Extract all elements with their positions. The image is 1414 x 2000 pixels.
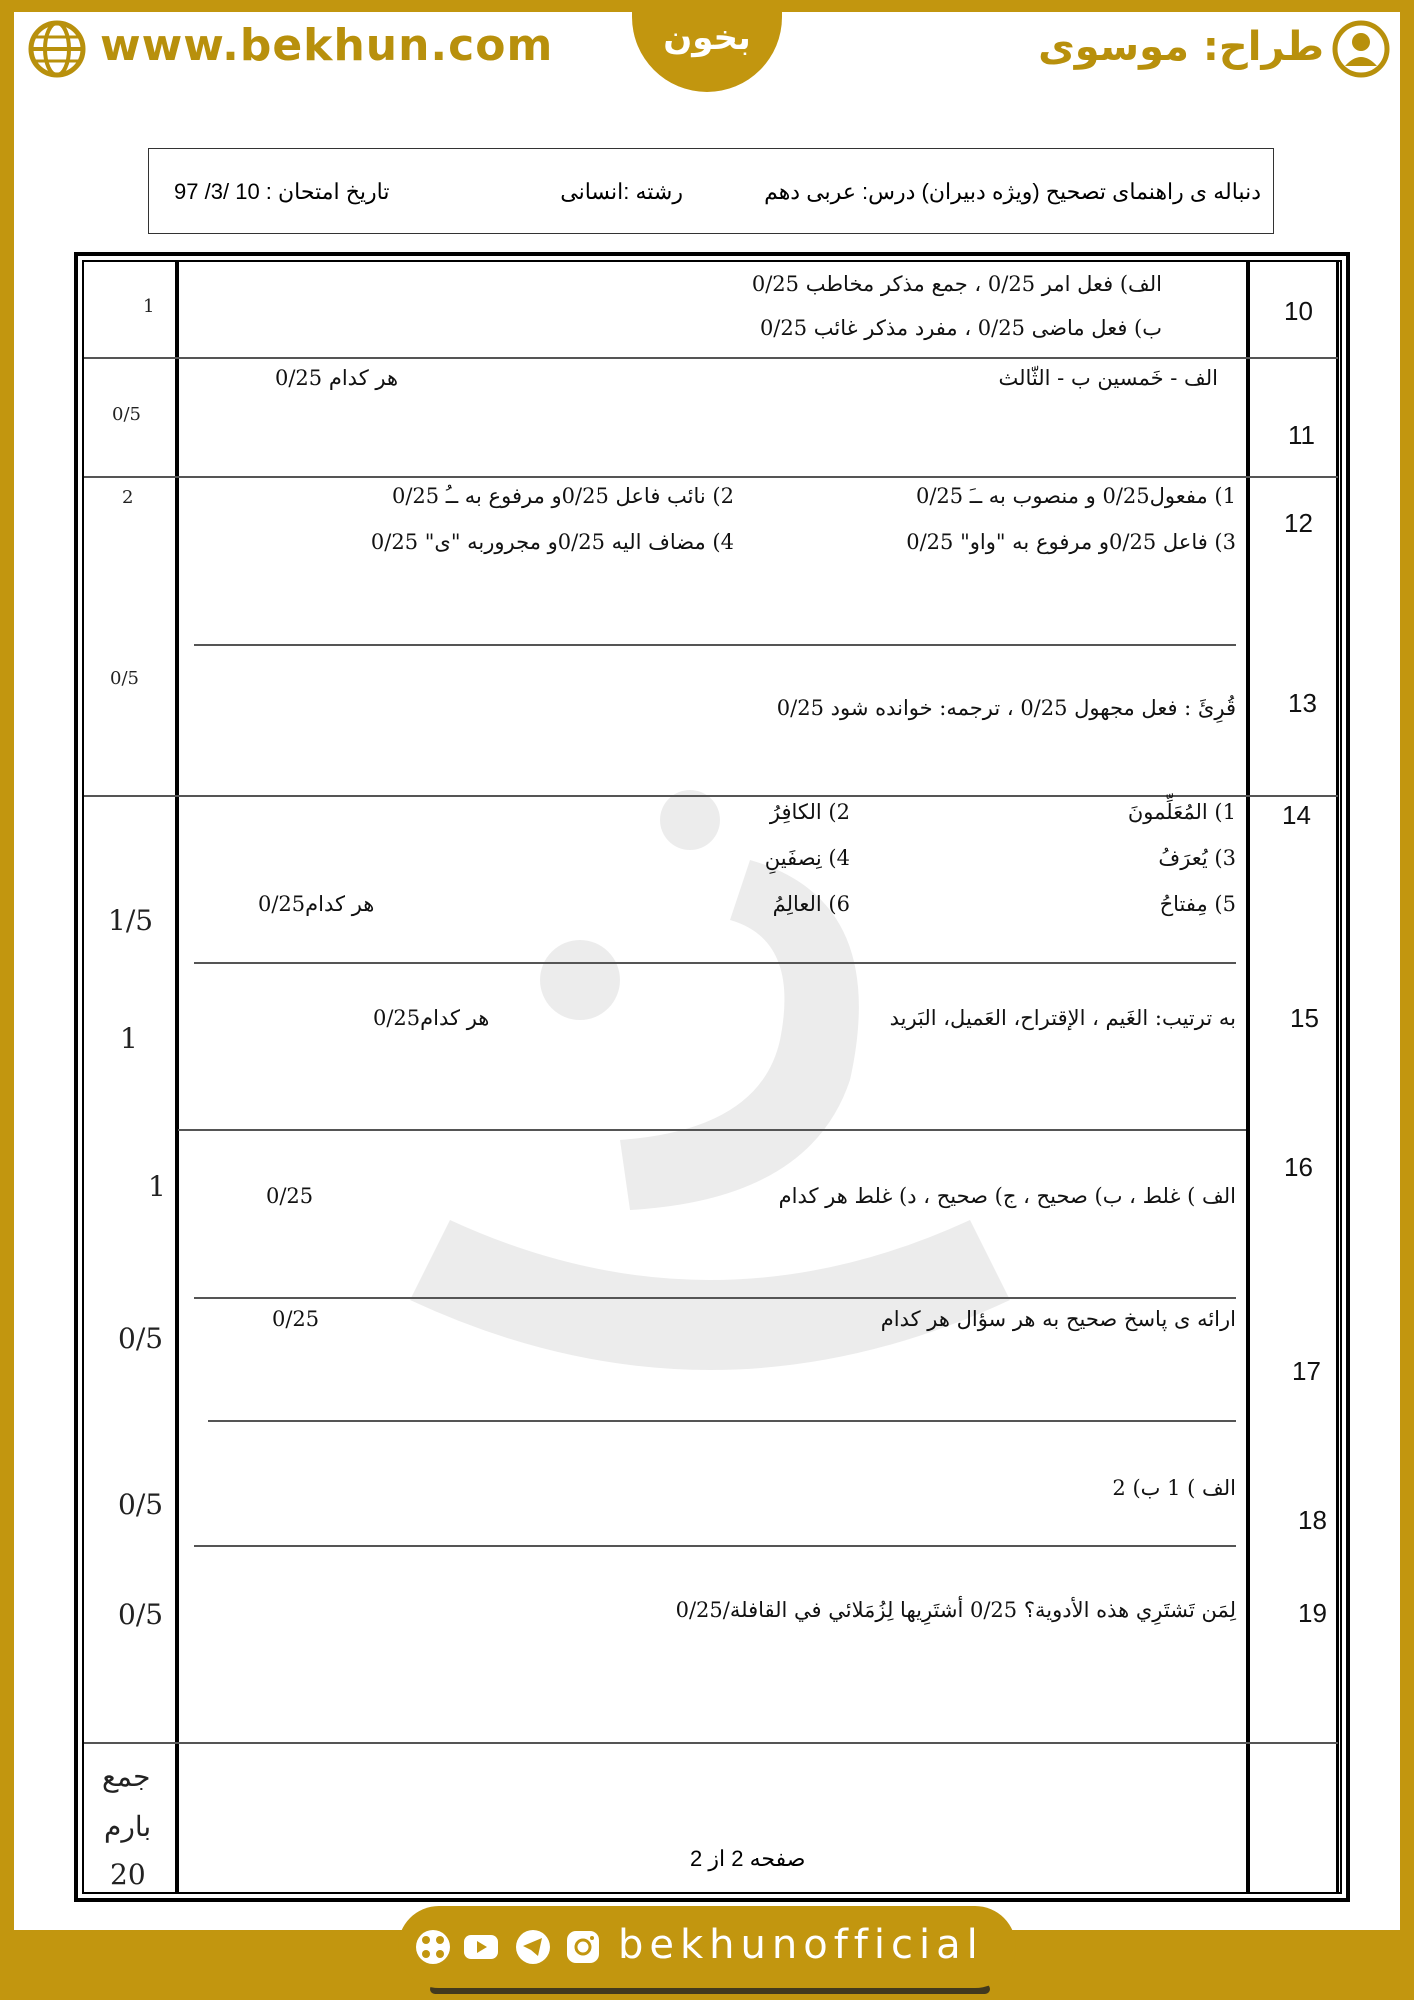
- answer-item: 1) المُعَلِّمونَ: [1127, 800, 1236, 824]
- answer-each: هر کدام0/25: [373, 1006, 490, 1030]
- instagram-icon[interactable]: [564, 1928, 602, 1966]
- score-column-divider: [175, 260, 179, 1894]
- total-value: 20: [110, 1858, 146, 1891]
- answer-each: هر کدام0/25: [258, 892, 375, 916]
- answer-value: 0/25: [272, 1307, 320, 1331]
- answer-line: ب) فعل ماضی 0/25 ، مفرد مذکر غائب 0/25: [759, 316, 1162, 340]
- answer-line: الف ) غلط ، ب) صحیح ، ج) صحیح ، د) غلط هر کدام: [778, 1184, 1236, 1208]
- score-value: 0/5: [118, 1488, 164, 1521]
- question-number: 11: [1288, 420, 1315, 450]
- exam-field: رشته :انسانی: [560, 179, 683, 204]
- answer-line: 2) نائب فاعل 0/25و مرفوع به ــُ 0/25: [391, 484, 734, 508]
- answer-item: 3) يُعرَفُ: [1158, 846, 1236, 870]
- question-number: 19: [1298, 1598, 1327, 1628]
- score-value: 1: [143, 296, 155, 317]
- score-value: 0/5: [110, 668, 139, 689]
- exam-title: دنباله ی راهنمای تصحیح (ویژه دبیران) درس: عربی دهم: [764, 179, 1261, 204]
- right-inner-border: [1336, 260, 1339, 1894]
- question-number: 18: [1298, 1505, 1327, 1535]
- youtube-icon[interactable]: [462, 1928, 500, 1966]
- score-value: 2: [122, 487, 134, 508]
- globe-icon: [28, 20, 86, 78]
- row-divider: [194, 1297, 1236, 1299]
- answer-line: الف ) 1 ب) 2: [1112, 1476, 1236, 1500]
- answer-line: الف - خَمسین ب - الثّالث: [998, 366, 1218, 390]
- row-divider: [194, 962, 1236, 964]
- total-label: جمع: [102, 1760, 151, 1793]
- answer-line: الف) فعل امر 0/25 ، جمع مذکر مخاطب 0/25: [751, 272, 1162, 296]
- question-number: 14: [1282, 800, 1311, 830]
- row-divider: [84, 357, 1338, 359]
- question-number: 17: [1292, 1356, 1321, 1386]
- answer-line: 1) مفعول0/25 و منصوب به ــَ 0/25: [915, 484, 1236, 508]
- score-value: 0/5: [118, 1598, 164, 1631]
- score-value: 1: [148, 1170, 166, 1203]
- answer-line: ارائه ی پاسخ صحیح به هر سؤال هر کدام: [880, 1307, 1236, 1331]
- user-icon: [1332, 20, 1390, 78]
- row-divider: [194, 644, 1236, 646]
- aparat-icon[interactable]: [414, 1928, 452, 1966]
- row-divider: [84, 795, 1338, 797]
- answer-line: قُرِئَ : فعل مجهول 0/25 ، ترجمه: خوانده شود 0/25: [776, 696, 1236, 720]
- logo-text: بخون: [663, 18, 751, 58]
- telegram-icon[interactable]: [514, 1928, 552, 1966]
- website-link[interactable]: www.bekhun.com: [100, 20, 554, 71]
- answer-item: 4) نِصفَينِ: [764, 846, 850, 870]
- row-divider: [208, 1420, 1236, 1422]
- answer-each: هر کدام 0/25: [275, 366, 399, 390]
- row-divider: [178, 1129, 1246, 1131]
- score-value: 0/5: [112, 404, 141, 425]
- question-number: 16: [1284, 1152, 1313, 1182]
- question-number: 15: [1290, 1003, 1319, 1033]
- score-value: 1: [120, 1022, 138, 1055]
- answer-item: 2) الکافِرُ: [769, 800, 850, 824]
- answer-line: 4) مضاف الیه 0/25و مجروربه "ی" 0/25: [370, 530, 734, 554]
- score-value: 0/5: [118, 1322, 164, 1355]
- row-divider: [84, 1742, 1338, 1744]
- answer-line: به ترتیب: الغَیم ، الإقتراح، العَمیل، البَرید: [889, 1006, 1236, 1030]
- answer-value: 0/25: [266, 1184, 314, 1208]
- question-number: 13: [1288, 688, 1317, 718]
- answer-line: لِمَن تَشتَرِي هذه الأدوية؟ 0/25 أشتَرِيها لِزُمَلائي في القافلة/0/25: [675, 1598, 1236, 1622]
- exam-date: تاریخ امتحان : 10 /3/ 97: [174, 179, 390, 204]
- answer-item: 6) العالِمُ: [772, 892, 850, 916]
- question-number: 10: [1284, 296, 1313, 326]
- number-column-divider: [1246, 260, 1250, 1894]
- exam-info-box: [148, 148, 1274, 234]
- row-divider: [194, 1545, 1236, 1547]
- answer-item: 5) مِفتاحُ: [1159, 892, 1236, 916]
- question-number: 12: [1284, 508, 1313, 538]
- author-label: طراح: موسوی: [1038, 24, 1324, 70]
- answer-line: 3) فاعل 0/25و مرفوع به "واو" 0/25: [906, 530, 1236, 554]
- score-value: 1/5: [108, 904, 154, 937]
- page-number: صفحه 2 از 2: [690, 1846, 806, 1871]
- social-handle[interactable]: bekhunofficial: [618, 1922, 984, 1968]
- row-divider: [84, 476, 1338, 478]
- total-label: بارم: [104, 1810, 152, 1843]
